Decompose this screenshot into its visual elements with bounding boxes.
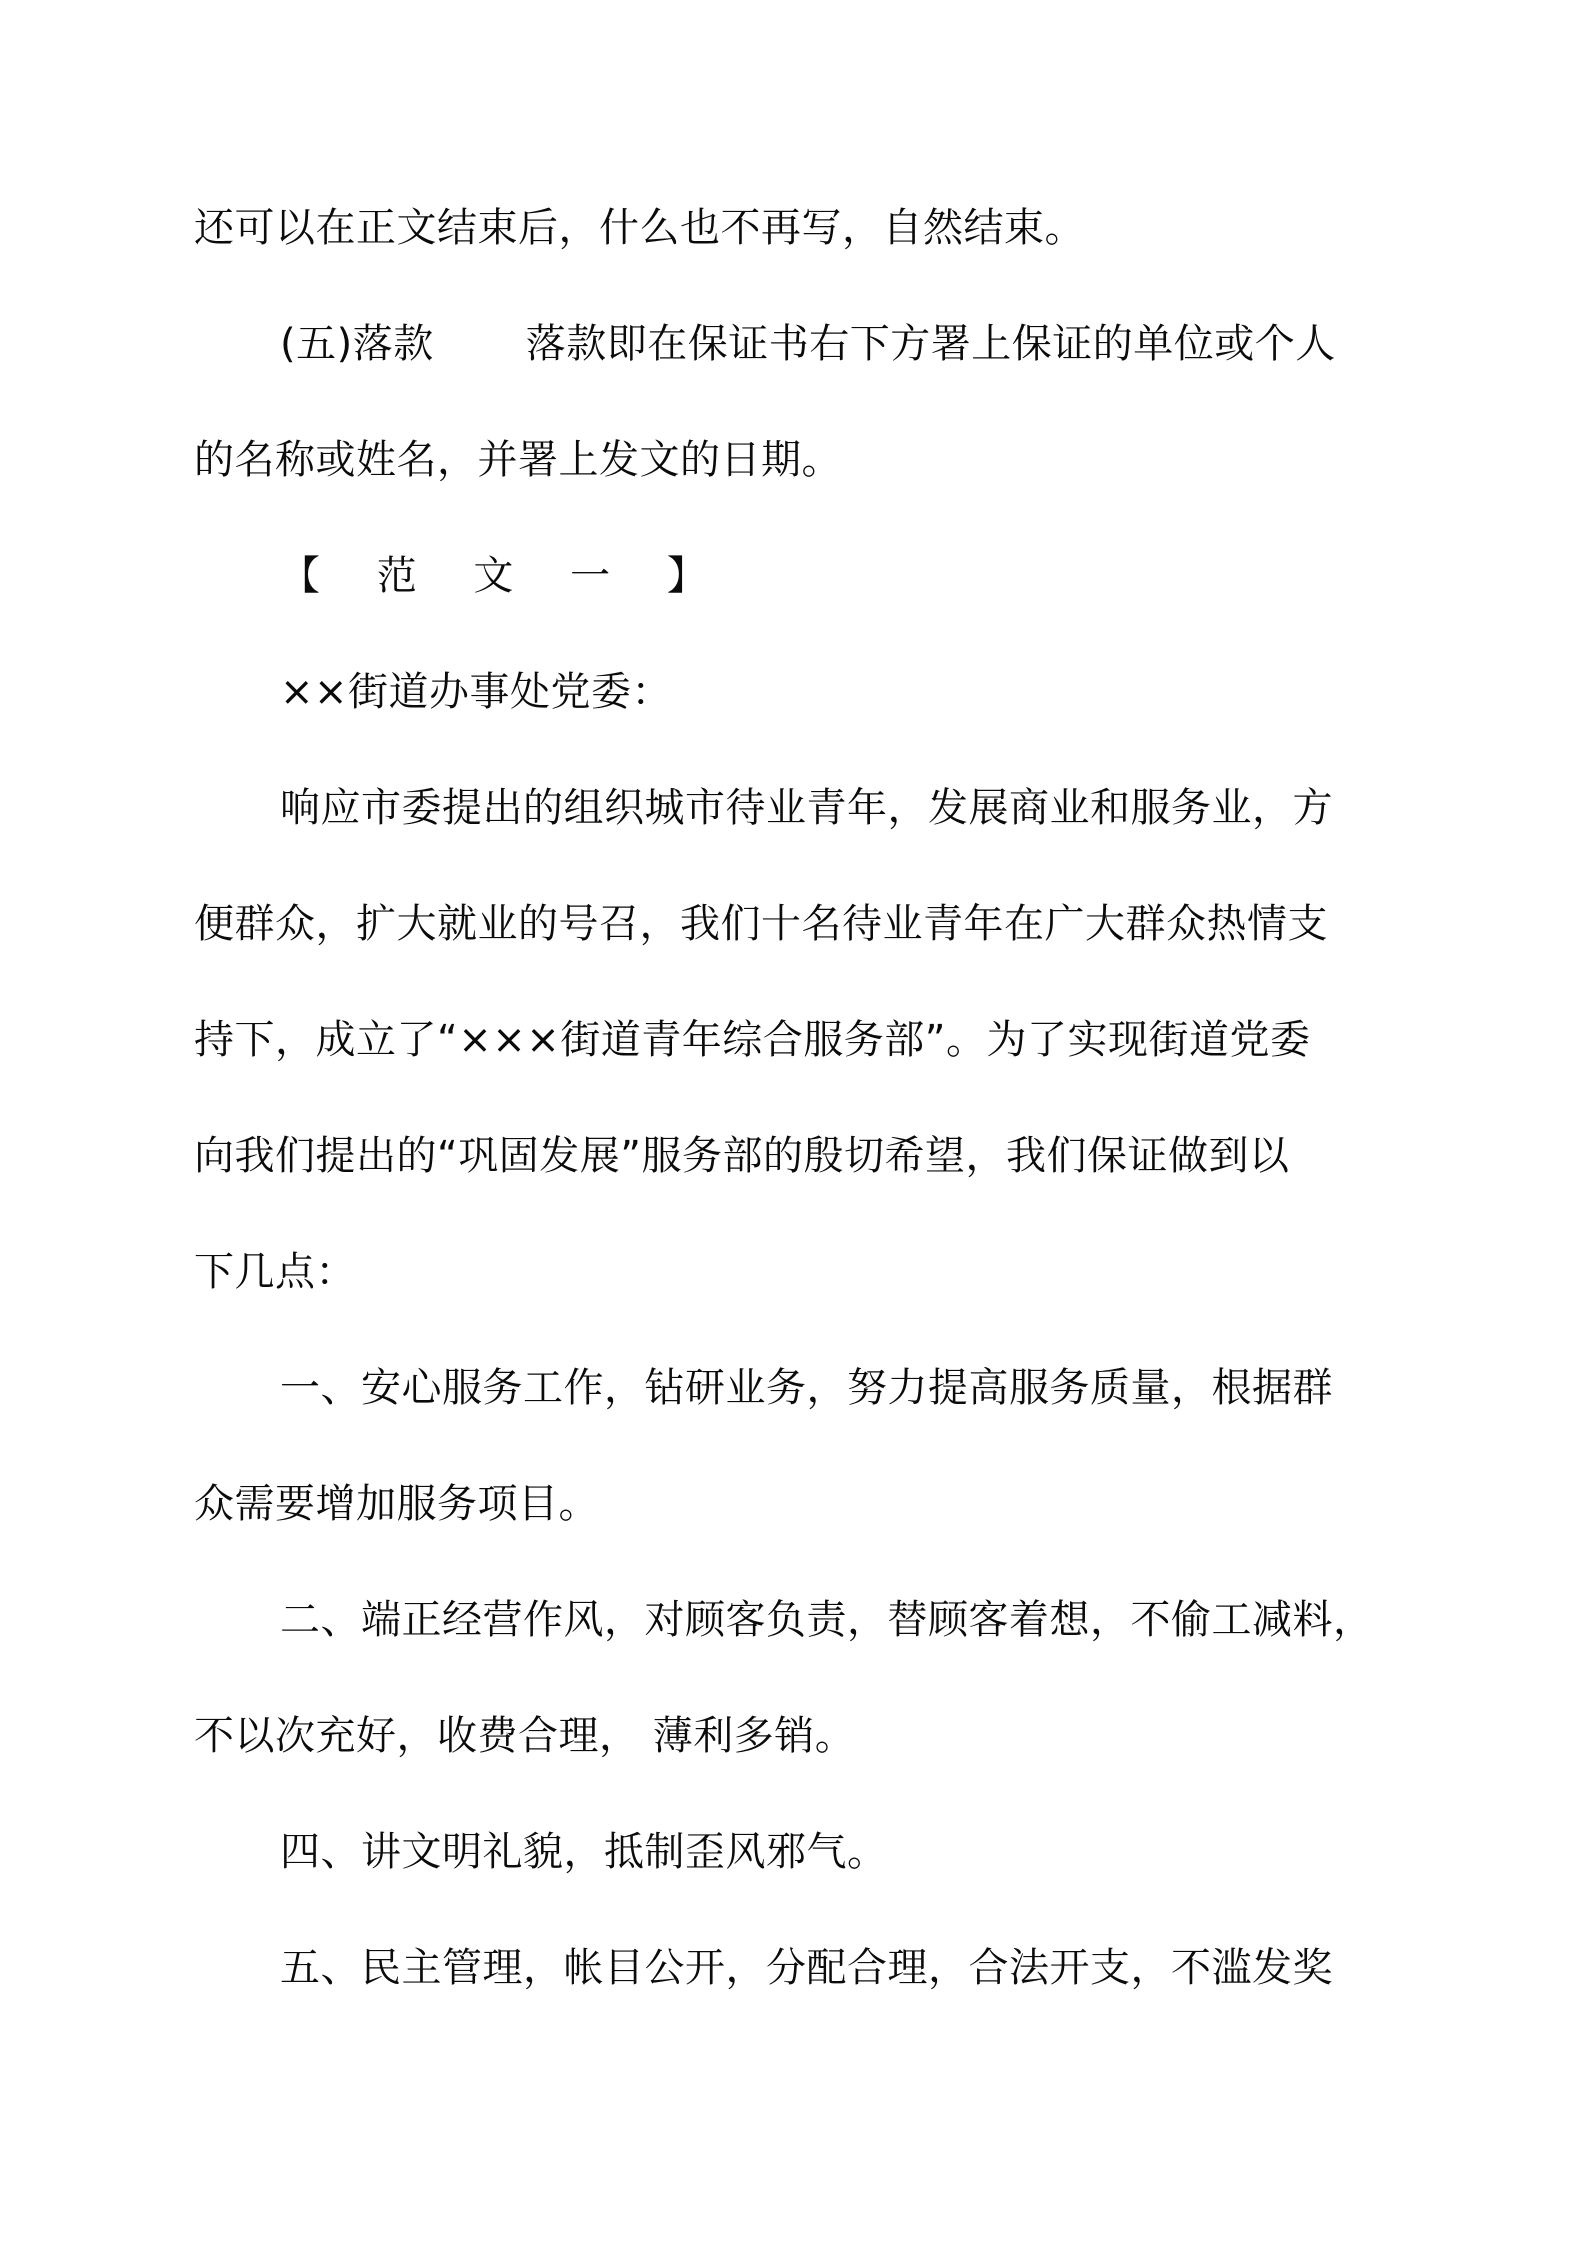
section-heading: (五)落款	[280, 321, 434, 367]
section-text: 落款即在保证书右下方署上保证的单位或个人	[525, 321, 1336, 367]
list-item-line: 四、讲文明礼貌，抵制歪风邪气。	[280, 1829, 888, 1875]
list-item-line: 众需要增加服务项目。	[194, 1481, 599, 1527]
paragraph-line: 便群众，扩大就业的号召，我们十名待业青年在广大群众热情支	[194, 901, 1328, 947]
salutation: ××街道办事处党委：	[280, 669, 673, 715]
paragraph-line: 持下，成立了“×××街道青年综合服务部”。为了实现街道党委	[194, 1017, 1311, 1063]
paragraph-line: 的名称或姓名，并署上发文的日期。	[194, 437, 842, 483]
paragraph-line: 还可以在正文结束后，什么也不再写，自然结束。	[194, 205, 1085, 251]
paragraph-line: 向我们提出的“巩固发展”服务部的殷切希望，我们保证做到以	[194, 1133, 1290, 1179]
paragraph-line: 下几点：	[194, 1249, 356, 1295]
section-heading-line	[280, 316, 1424, 372]
paragraph-line: 响应市委提出的组织城市待业青年，发展商业和服务业，方	[280, 785, 1333, 831]
list-item-line: 一、安心服务工作，钻研业务，努力提高服务质量，根据群	[280, 1365, 1333, 1411]
example-title: 【 范 文 一 】	[280, 553, 729, 599]
list-item-line: 不以次充好，收费合理， 薄利多销。	[194, 1713, 856, 1759]
list-item-line: 五、民主管理，帐目公开，分配合理，合法开支，不滥发奖	[280, 1945, 1333, 1991]
list-item-line: 二、端正经营作风，对顾客负责，替顾客着想，不偷工减料，	[280, 1597, 1374, 1643]
